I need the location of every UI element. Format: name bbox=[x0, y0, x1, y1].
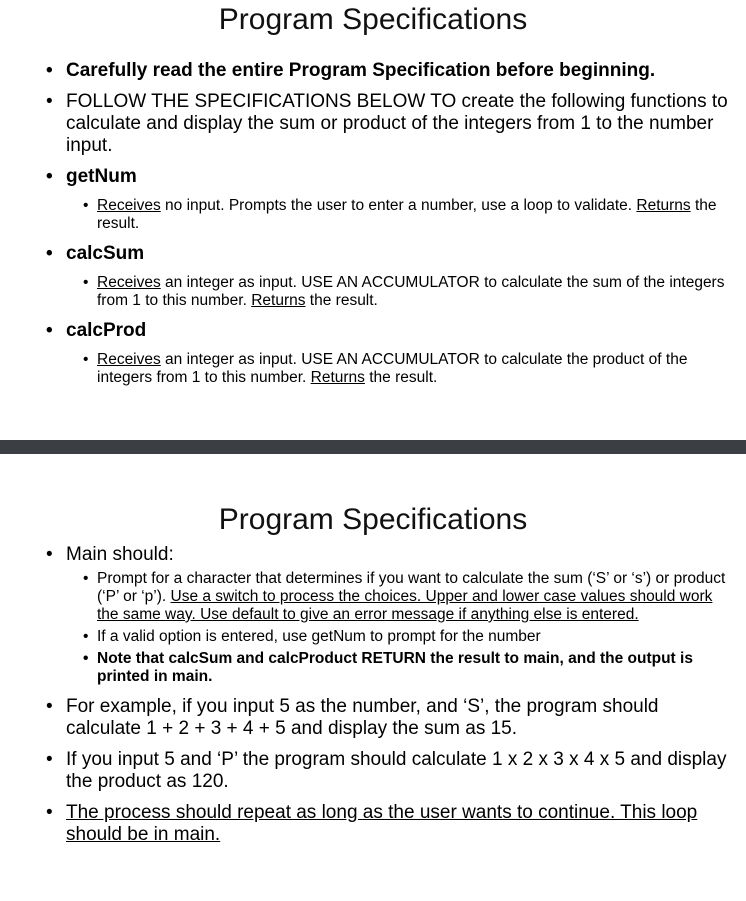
intro-follow-bullet: • FOLLOW THE SPECIFICATIONS BELOW TO create the following functions to calculate and display the sum or product of the integers from 1 to the number input. bbox=[0, 91, 738, 157]
intro-bold-bullet: • Carefully read the entire Program Specification before beginning. bbox=[0, 60, 738, 82]
calcprod-receives: Receives bbox=[97, 351, 161, 368]
repeat-bullet: • The process should repeat as long as the user wants to continue. This loop should be in main. bbox=[0, 802, 738, 846]
getnum-returns: Returns bbox=[636, 197, 691, 214]
note-bullet: • Note that calcSum and calcProduct RETURN the result to main, and the output is printed in main. bbox=[0, 650, 738, 686]
calcprod-text-1: an integer as input. USE AN ACCUMULATOR to calculate the product of the integers from 1 to this number. bbox=[97, 351, 688, 386]
calcprod-text-2: the result. bbox=[364, 369, 438, 386]
calcprod-returns: Returns bbox=[310, 369, 365, 386]
prompt-bullet bbox=[0, 570, 738, 624]
getnum-heading: • getNum bbox=[0, 166, 738, 188]
slide-1-bullet-list bbox=[0, 60, 738, 397]
getnum-description bbox=[0, 197, 738, 233]
slide-divider bbox=[0, 440, 746, 454]
prompt-text: Prompt for a character that determines if you want to calculate the sum (‘S’ or ‘s’) or product (‘P’ or ‘p’). bbox=[97, 570, 726, 605]
calcsum-returns: Returns bbox=[251, 292, 306, 309]
calcsum-description bbox=[0, 274, 738, 310]
getnum-receives: Receives bbox=[97, 197, 161, 214]
slide-1 bbox=[0, 0, 746, 440]
slide-2 bbox=[0, 468, 746, 901]
prompt-underlined-text: Use a switch to process the choices. Upper and lower case values should work the same way. Use default to give an error message if anything else is entered. bbox=[97, 588, 713, 623]
calcsum-text-2: the result. bbox=[305, 292, 378, 309]
calcsum-receives: Receives bbox=[97, 274, 161, 291]
calcsum-text-1: an integer as input. USE AN ACCUMULATOR to calculate the sum of the integers from 1 to this number. bbox=[97, 274, 725, 309]
slide-2-title: Program Specifications bbox=[218, 503, 528, 536]
slide-1-title: Program Specifications bbox=[218, 3, 528, 36]
calcprod-heading: • calcProd bbox=[0, 320, 738, 342]
valid-option-bullet: • If a valid option is entered, use getNum to prompt for the number bbox=[0, 628, 738, 646]
getnum-text-1: no input. Prompts the user to enter a number, use a loop to validate. bbox=[160, 197, 637, 214]
main-should-bullet: • Main should: bbox=[0, 544, 738, 566]
calcsum-heading: • calcSum bbox=[0, 243, 738, 265]
example-sum-bullet: • For example, if you input 5 as the number, and ‘S’, the program should calculate 1 + 2 + 3 + 4 + 5 and display the sum as 15. bbox=[0, 696, 738, 740]
getnum-text-2: the result. bbox=[97, 197, 717, 232]
example-prod-bullet: • If you input 5 and ‘P’ the program should calculate 1 x 2 x 3 x 4 x 5 and display the product as 120. bbox=[0, 749, 738, 793]
calcprod-description bbox=[0, 351, 738, 387]
slide-gap bbox=[0, 454, 746, 468]
slide-2-bullet-list bbox=[0, 544, 738, 855]
